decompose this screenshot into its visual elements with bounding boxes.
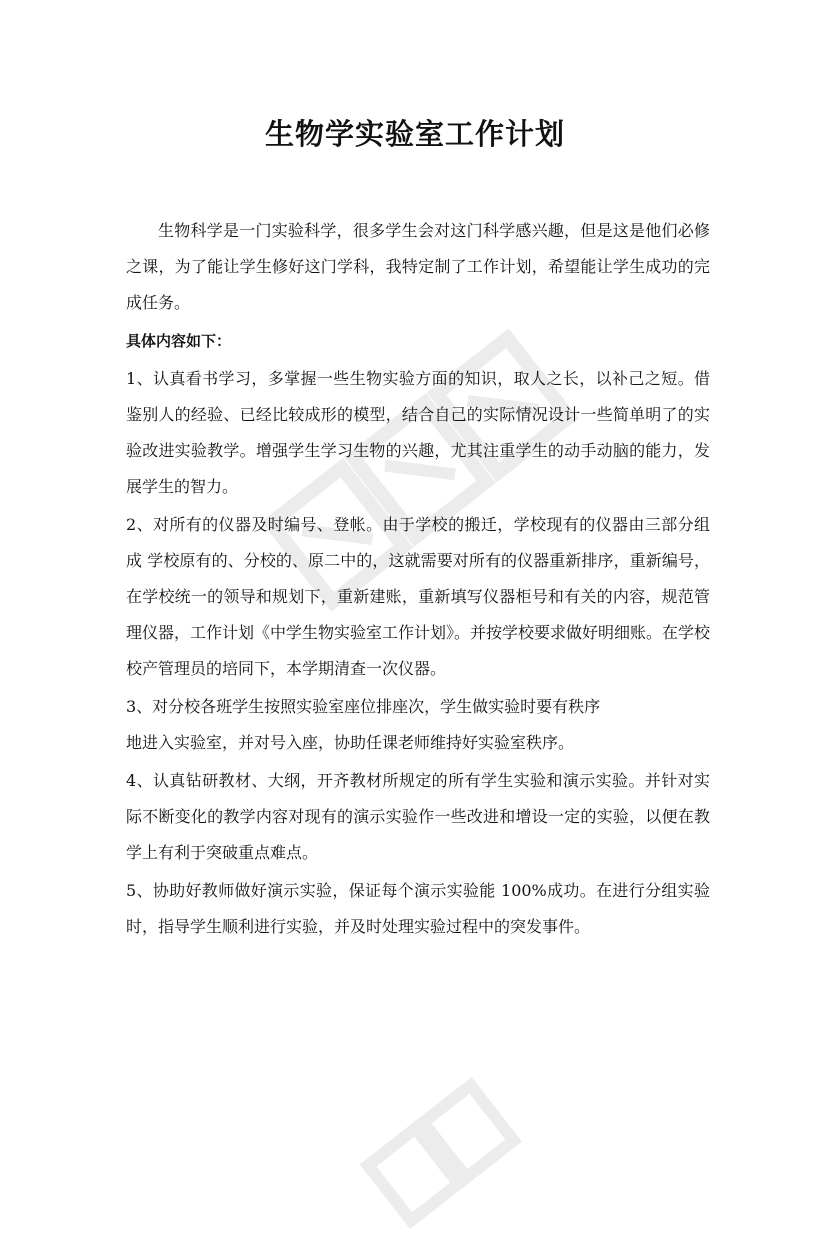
list-item-3: 3、对分校各班学生按照实验室座位排座次，学生做实验时要有秩序 [126,697,601,716]
list-item-2: 2、对所有的仪器及时编号、登帐。由于学校的搬迁，学校现有的仪器由三部分组成 学校原有的、分校的、原二中的，这就需要对所有的仪器重新排序，重新编号，在学校统一的领导和规划下，重新建账，重新填写仪器柜号和有关的内容，规范管理仪器，工作计划《中学生物实验室工作计划》。并按学校要求做好明细账。在学校校产管理员的培同下，本学期清查一次仪器。 [126,515,711,678]
document-body [126,213,710,945]
list-item-4: 4、认真钻研教材、大纲，开齐教材所规定的所有学生实验和演示实验。并针对实际不断变化的教学内容对现有的演示实验作一些改进和增设一定的实验，以便在教学上有利于突破重点难点。 [126,771,710,862]
intro-paragraph: 生物科学是一门实验科学，很多学生会对这门科学感兴趣，但是这是他们必修之课，为了能让学生修好这门学科，我特定制了工作计划，希望能让学生成功的完成任务。 [126,221,710,312]
section-heading: 具体内容如下： [126,332,232,350]
list-item-5: 5、协助好教师做好演示实验，保证每个演示实验能 100%成功。在进行分组实验时，指导学生顺利进行实验，并及时处理实验过程中的突发事件。 [126,881,710,936]
page-title: 生物学实验室工作计划 [264,117,565,151]
list-item-1: 1、认真看书学习，多掌握一些生物实验方面的知识，取人之长，以补己之短。借鉴别人的经验、已经比较成形的模型，结合自己的实际情况设计一些简单明了的实验改进实验教学。增强学生学习生物的兴趣，尤其注重学生的动手动脑的能力，发展学生的智力。 [126,369,710,496]
list-item-3-continued: 地进入实验室，并对号入座，协助任课老师维持好实验室秩序。 [126,733,575,752]
watermark-logo-partial [340,1063,540,1256]
